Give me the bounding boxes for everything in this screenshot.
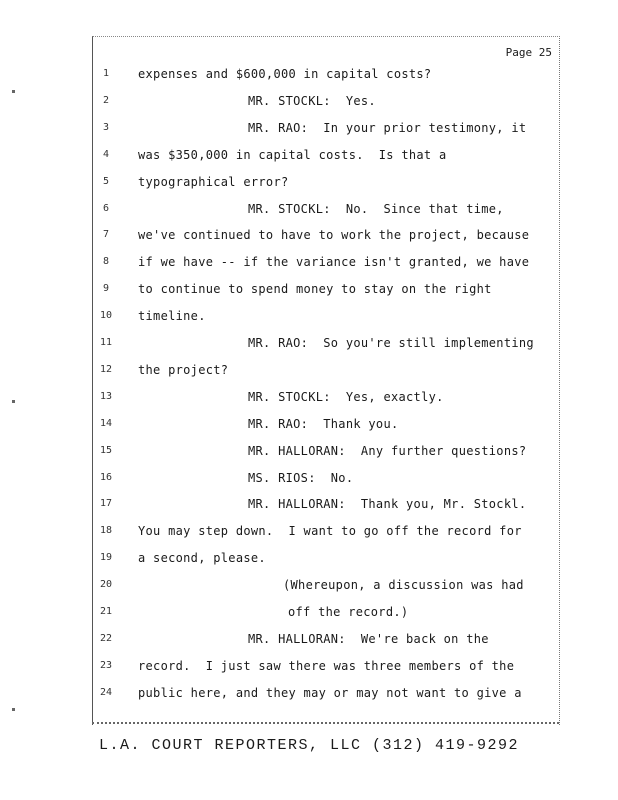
line-number: 5 (102, 175, 110, 187)
line-number: 20 (99, 579, 113, 591)
transcript-line (0, 683, 618, 703)
line-text: (Whereupon, a discussion was had (283, 578, 524, 593)
line-number: 19 (99, 552, 113, 564)
line-text: MR. STOCKL: No. Since that time, (248, 201, 504, 216)
line-number: 10 (99, 310, 113, 322)
line-number: 4 (102, 148, 110, 160)
transcript-line (0, 629, 618, 649)
line-number: 3 (102, 121, 110, 133)
line-number: 1 (102, 68, 110, 79)
line-text: MR. RAO: So you're still implementing (248, 336, 534, 350)
line-text: MR. STOCKL: Yes, exactly. (248, 389, 444, 404)
transcript-line (0, 441, 618, 461)
line-text: MR. HALLORAN: Thank you, Mr. Stockl. (248, 497, 527, 512)
line-text: MR. RAO: Thank you. (248, 416, 399, 431)
line-text: You may step down. I want to go off the record for (138, 524, 522, 539)
line-text: a second, please. (138, 551, 266, 566)
page-number: Page 25 (505, 46, 552, 59)
line-number: 18 (99, 525, 113, 537)
line-text: MR. STOCKL: Yes. (248, 93, 376, 108)
transcript-line (0, 656, 618, 676)
line-number: 8 (102, 256, 110, 268)
transcript-line (0, 64, 618, 84)
transcript-line (0, 494, 618, 514)
transcript-line (0, 414, 618, 434)
line-text: expenses and $600,000 in capital costs? (138, 67, 432, 81)
line-text: the project? (138, 362, 229, 377)
line-number: 9 (102, 283, 110, 295)
line-text: MR. RAO: In your prior testimony, it (248, 120, 527, 135)
transcript-line (0, 521, 618, 541)
transcript-line (0, 333, 618, 353)
transcript-line (0, 145, 618, 165)
transcript-line (0, 225, 618, 245)
line-number: 15 (99, 444, 113, 456)
line-text: MS. RIOS: No. (248, 470, 354, 485)
transcript-line (0, 118, 618, 138)
line-text: we've continued to have to work the project, because (138, 228, 530, 243)
line-number: 6 (102, 202, 110, 214)
line-text: record. I just saw there was three members of the (138, 658, 515, 673)
transcript-line (0, 575, 618, 595)
line-number: 7 (102, 229, 110, 241)
line-text: typographical error? (138, 174, 289, 189)
line-text: to continue to spend money to stay on the right (138, 282, 492, 297)
transcript-line (0, 602, 618, 622)
reporter-footer: L.A. COURT REPORTERS, LLC (312) 419-9292 (98, 737, 520, 754)
line-number: 21 (99, 606, 113, 617)
line-number: 14 (99, 417, 113, 429)
transcript-line (0, 387, 618, 407)
transcript-line (0, 548, 618, 568)
line-number: 12 (99, 363, 113, 375)
transcript-line (0, 468, 618, 488)
line-text: public here, and they may or may not want to give a (138, 685, 522, 700)
line-number: 24 (99, 686, 113, 698)
line-text: MR. HALLORAN: We're back on the (248, 631, 489, 646)
transcript-line (0, 252, 618, 272)
transcript-line (0, 306, 618, 326)
line-number: 16 (99, 471, 113, 483)
transcript-line (0, 172, 618, 192)
transcript-line (0, 360, 618, 380)
line-text: was $350,000 in capital costs. Is that a (138, 147, 447, 162)
line-number: 17 (99, 498, 113, 510)
line-text: off the record.) (288, 605, 409, 619)
line-number: 2 (102, 94, 110, 106)
line-text: MR. HALLORAN: Any further questions? (248, 443, 527, 458)
page-bottom-rule (92, 722, 559, 724)
line-number: 22 (99, 632, 113, 644)
line-number: 13 (99, 390, 113, 402)
transcript-line (0, 199, 618, 219)
transcript-line (0, 279, 618, 299)
line-text: timeline. (138, 309, 206, 324)
transcript-line (0, 91, 618, 111)
line-number: 11 (99, 337, 113, 348)
line-number: 23 (99, 659, 113, 671)
line-text: if we have -- if the variance isn't granted, we have (138, 255, 530, 270)
